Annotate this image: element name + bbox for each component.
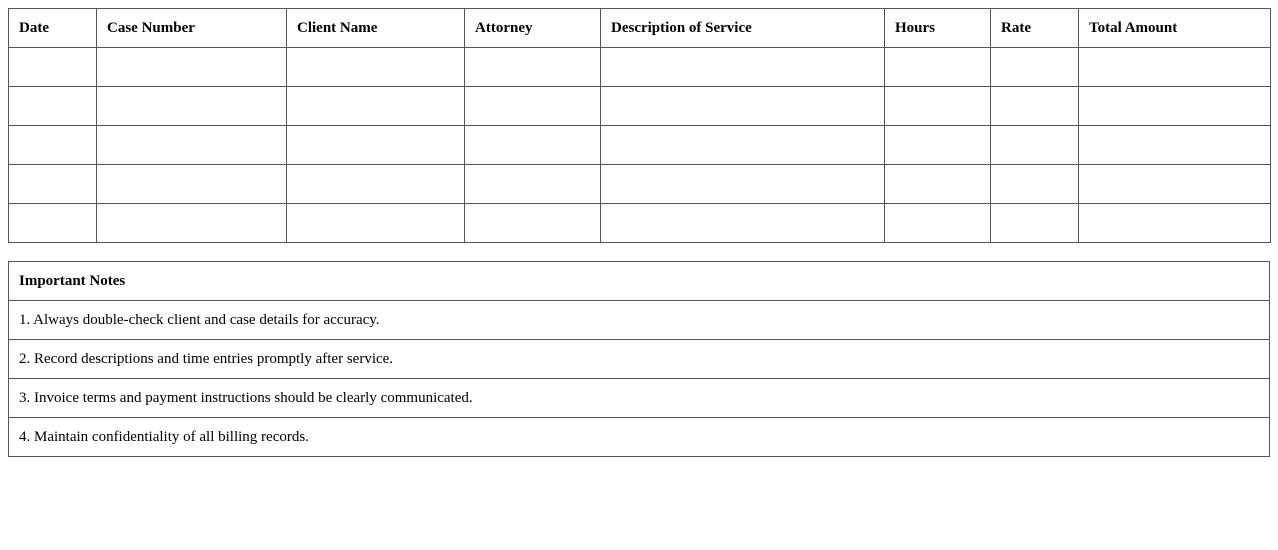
cell-total-amount[interactable] [1079,87,1271,126]
billing-table-body [9,48,1271,243]
billing-table [8,8,1271,243]
note-row [9,379,1270,418]
cell-date[interactable] [9,165,97,204]
cell-attorney[interactable] [465,126,601,165]
cell-client-name[interactable] [287,126,465,165]
cell-date[interactable] [9,126,97,165]
cell-client-name[interactable] [287,87,465,126]
table-row [9,126,1271,165]
cell-hours[interactable] [885,87,991,126]
cell-description-of-service[interactable] [601,204,885,243]
cell-date[interactable] [9,87,97,126]
cell-rate[interactable] [991,126,1079,165]
cell-attorney[interactable] [465,48,601,87]
cell-case-number[interactable] [97,204,287,243]
cell-description-of-service[interactable] [601,165,885,204]
note-item-2: 2. Record descriptions and time entries promptly after service. [9,340,1270,379]
header-hours: Hours [885,9,991,48]
cell-total-amount[interactable] [1079,204,1271,243]
note-row [9,340,1270,379]
cell-rate[interactable] [991,165,1079,204]
notes-title: Important Notes [9,262,1270,301]
cell-attorney[interactable] [465,165,601,204]
table-row [9,48,1271,87]
cell-rate[interactable] [991,204,1079,243]
cell-client-name[interactable] [287,48,465,87]
cell-description-of-service[interactable] [601,48,885,87]
table-row [9,87,1271,126]
cell-hours[interactable] [885,165,991,204]
cell-attorney[interactable] [465,204,601,243]
billing-header-row [9,9,1271,48]
cell-case-number[interactable] [97,126,287,165]
table-row [9,165,1271,204]
note-item-1: 1. Always double-check client and case details for accuracy. [9,301,1270,340]
cell-total-amount[interactable] [1079,48,1271,87]
header-rate: Rate [991,9,1079,48]
cell-rate[interactable] [991,87,1079,126]
cell-description-of-service[interactable] [601,126,885,165]
cell-hours[interactable] [885,48,991,87]
cell-total-amount[interactable] [1079,165,1271,204]
note-item-3: 3. Invoice terms and payment instructions should be clearly communicated. [9,379,1270,418]
header-client-name: Client Name [287,9,465,48]
note-row [9,301,1270,340]
note-item-4: 4. Maintain confidentiality of all billing records. [9,418,1270,457]
cell-rate[interactable] [991,48,1079,87]
header-total-amount: Total Amount [1079,9,1271,48]
cell-case-number[interactable] [97,48,287,87]
cell-hours[interactable] [885,126,991,165]
notes-header-row [9,262,1270,301]
cell-attorney[interactable] [465,87,601,126]
header-description-of-service: Description of Service [601,9,885,48]
cell-hours[interactable] [885,204,991,243]
header-date: Date [9,9,97,48]
header-attorney: Attorney [465,9,601,48]
cell-client-name[interactable] [287,204,465,243]
cell-total-amount[interactable] [1079,126,1271,165]
cell-date[interactable] [9,204,97,243]
cell-description-of-service[interactable] [601,87,885,126]
cell-client-name[interactable] [287,165,465,204]
table-row [9,204,1271,243]
note-row [9,418,1270,457]
header-case-number: Case Number [97,9,287,48]
notes-table [8,261,1270,457]
cell-case-number[interactable] [97,165,287,204]
cell-date[interactable] [9,48,97,87]
cell-case-number[interactable] [97,87,287,126]
